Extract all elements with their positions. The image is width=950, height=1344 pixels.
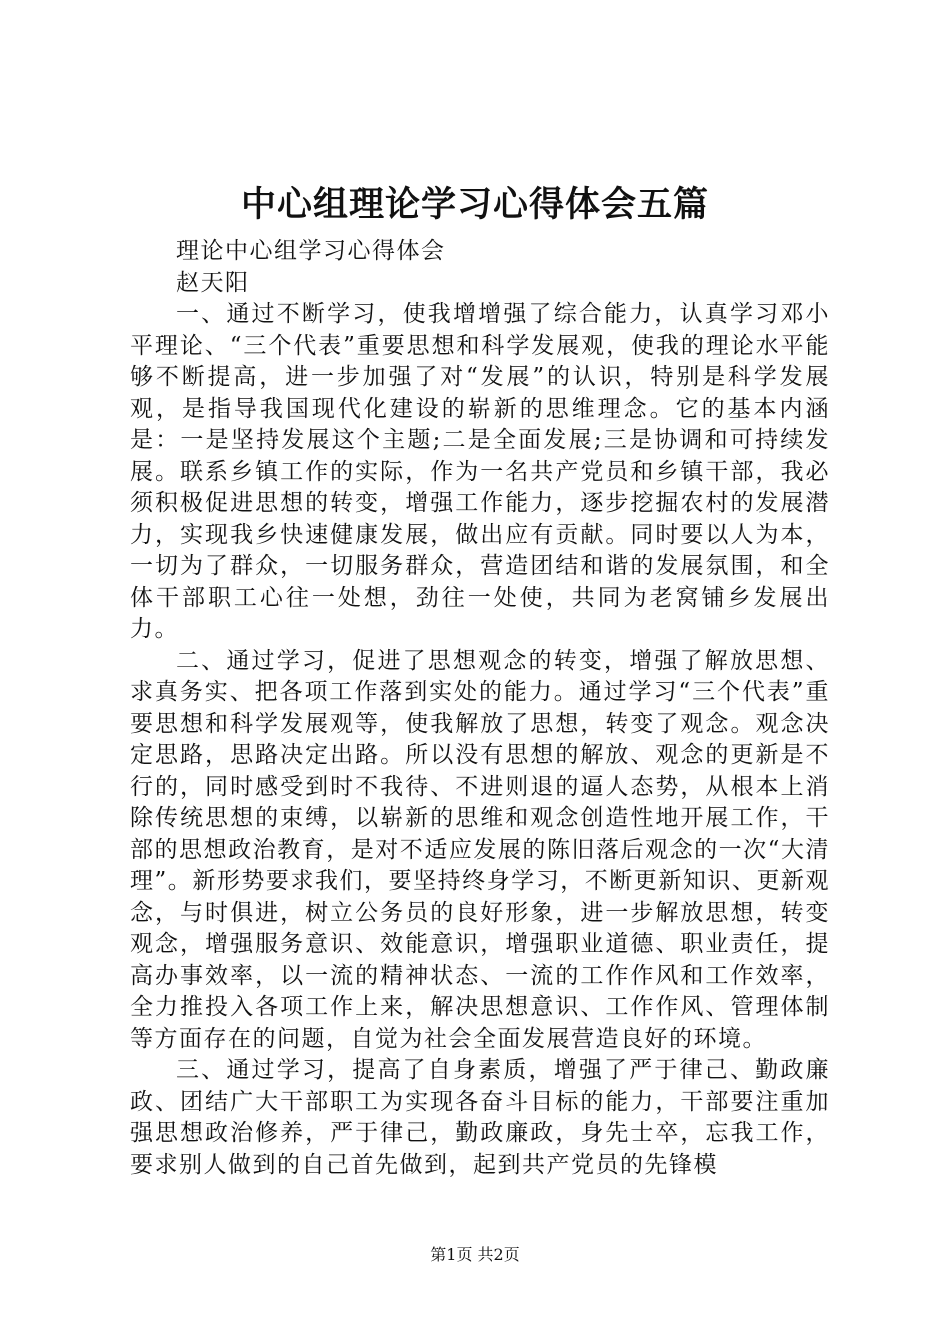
paragraph-3: 三、通过学习，提高了自身素质，增强了严于律己、勤政廉政、团结广大干部职工为实现各奋斗目标的能力，干部要注重加强思想政治修养，严于律己，勤政廉政，身先士卒，忘我工作，要求别人做到的自己首先做到，起到共产党员的先锋模: [130, 1057, 830, 1178]
document-body: [130, 236, 830, 1181]
paragraph-1: 一、通过不断学习，使我增增强了综合能力，认真学习邓小平理论、“三个代表”重要思想和科学发展观，使我的理论水平能够不断提高，进一步加强了对“发展”的认识，特别是科学发展观，是指导我国现代化建设的崭新的思维理念。它的基本内涵是：一是坚持发展这个主题;二是全面发展;三是协调和可持续发展。联系乡镇工作的实际，作为一名共产党员和乡镇干部，我必须积极促进思想的转变，增强工作能力，逐步挖掘农村的发展潜力，实现我乡快速健康发展，做出应有贡献。同时要以人为本，一切为了群众，一切服务群众，营造团结和谐的发展氛围，和全体干部职工心往一处想，劲往一处使，共同为老窝铺乡发展出力。: [130, 301, 830, 642]
document-subtitle: 理论中心组学习心得体会: [176, 238, 446, 264]
document-author: 赵天阳: [176, 269, 250, 296]
paragraph-2: 二、通过学习，促进了思想观念的转变，增强了解放思想、求真务实、把各项工作落到实处的能力。通过学习“三个代表”重要思想和科学发展观等，使我解放了思想，转变了观念。观念决定思路，思路决定出路。所以没有思想的解放、观念的更新是不行的，同时感受到时不我待、不进则退的逼人态势，从根本上消除传统思想的束缚，以崭新的思维和观念创造性地开展工作，干部的思想政治教育，是对不适应发展的陈旧落后观念的一次“大清理”。新形势要求我们，要坚持终身学习，不断更新知识、更新观念，与时俱进，树立公务员的良好形象，进一步解放思想，转变观念，增强服务意识、效能意识，增强职业道德、职业责任，提高办事效率，以一流的精神状态、一流的工作作风和工作效率，全力推投入各项工作上来，解决思想意识、工作作风、管理体制等方面存在的问题，自觉为社会全面发展营造良好的环境。: [130, 647, 830, 1052]
page-indicator: 第1页 共2页: [430, 1245, 520, 1264]
document-title: 中心组理论学习心得体会五篇: [240, 185, 709, 225]
